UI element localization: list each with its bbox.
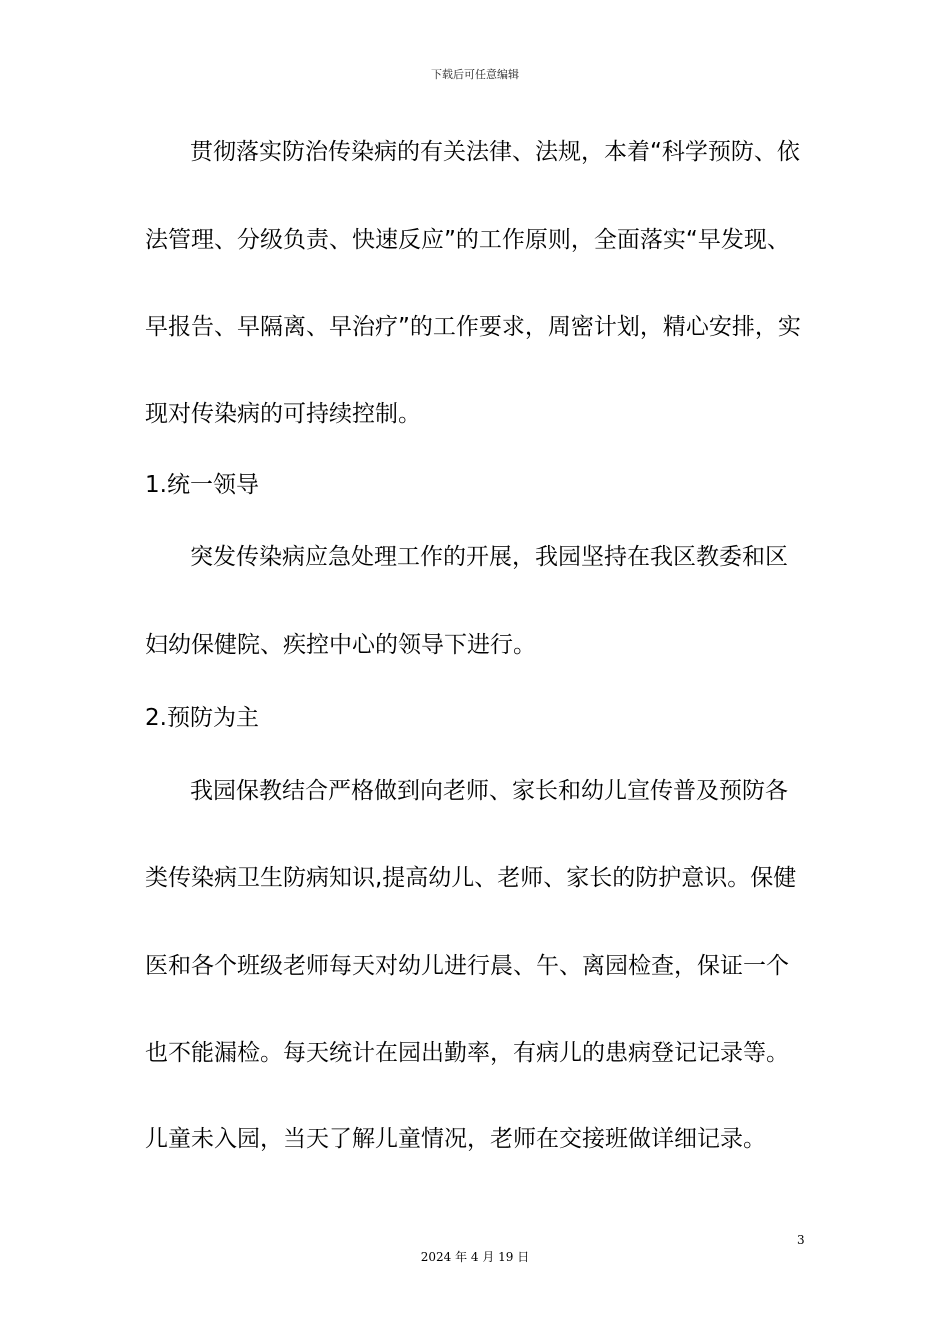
section-heading: 2.预防为主 [145, 705, 259, 731]
paragraph-line: 儿童未入园，当天了解儿童情况，老师在交接班做详细记录。 [145, 1126, 766, 1152]
footer-date: 2024 年 4 月 19 日 [420, 1250, 530, 1264]
paragraph-line: 妇幼保健院、疾控中心的领导下进行。 [145, 632, 536, 658]
page-number: 3 [797, 1233, 805, 1247]
paragraph-line: 法管理、分级负责、快速反应”的工作原则，全面落实“早发现、 [145, 227, 790, 253]
paragraph-line: 也不能漏检。每天统计在园出勤率，有病儿的患病登记记录等。 [145, 1040, 789, 1066]
paragraph-line: 医和各个班级老师每天对幼儿进行晨、午、离园检查，保证一个 [145, 953, 789, 979]
page-header: 下载后可任意编辑 [431, 68, 519, 81]
section-heading: 1.统一领导 [145, 472, 259, 498]
paragraph-line: 现对传染病的可持续控制。 [145, 401, 421, 427]
paragraph-line: 突发传染病应急处理工作的开展，我园坚持在我区教委和区 [190, 544, 788, 570]
paragraph-line: 贯彻落实防治传染病的有关法律、法规，本着“科学预防、依 [190, 139, 800, 165]
paragraph-line: 我园保教结合严格做到向老师、家长和幼儿宣传普及预防各 [190, 778, 788, 804]
paragraph-line: 早报告、早隔离、早治疗”的工作要求，周密计划，精心安排，实 [145, 314, 801, 340]
paragraph-line: 类传染病卫生防病知识,提高幼儿、老师、家长的防护意识。保健 [145, 865, 797, 891]
